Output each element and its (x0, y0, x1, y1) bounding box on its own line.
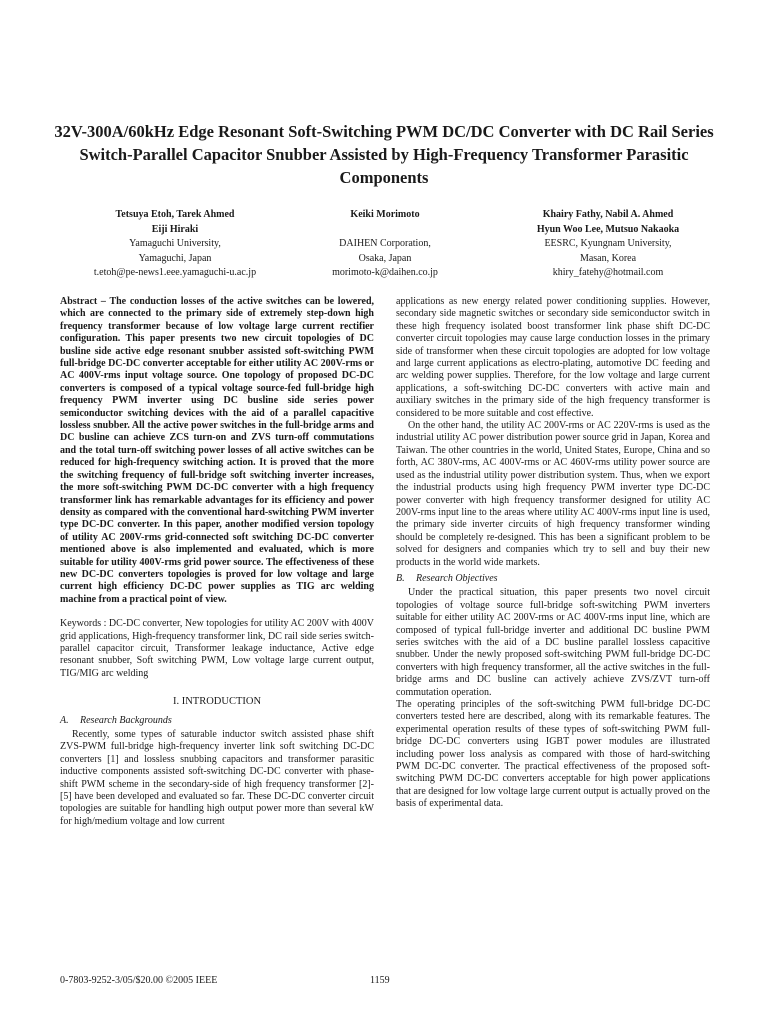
author-names: Khairy Fathy, Nabil A. Ahmed (542, 209, 674, 220)
subsection-title: Research Backgrounds (80, 714, 172, 726)
affiliation-line: Yamaguchi University, (129, 238, 221, 250)
subsection-letter: B. (396, 572, 405, 584)
affiliation-line: Yamaguchi, Japan (138, 252, 212, 264)
author-email: khiry_fatehy@hotmail.com (552, 267, 664, 279)
subsection-heading (60, 715, 374, 727)
author-names: Hyun Woo Lee, Mutsuo Nakaoka (536, 223, 680, 235)
copyright-footer: 0-7803-9252-3/05/$20.00 ©2005 IEEE (60, 975, 218, 986)
subsection-letter: A. (60, 714, 69, 726)
page-number: 1159 (370, 975, 390, 986)
paper-title: 32V-300A/60kHz Edge Resonant Soft-Switching PWM DC/DC Converter with DC Rail Series Switch-Parallel Capacitor Snubber Assisted by High-Frequency Transformer Parasitic Components (54, 122, 714, 187)
left-column (60, 296, 374, 828)
author-email: t.etoh@pe-news1.eee.yamaguchi-u.ac.jp (93, 267, 257, 279)
body-paragraph: Under the practical situation, this paper presents two novel circuit topologies of voltage source full-bridge soft-switching PWM inverters suitable for either utility AC 200V-rms or AC 400V-rms input line, which are composed of typical full-bridge inverter and additional DC busline PWM series switches with the aid of a DC busline parallel lossless capacitive snubber. Under the newly proposed soft-switching PWM full-bridge DC-DC converters with high frequency transformer, all the active switches in the full-bridge arms and DC busline can actively achieve ZVS/ZVT turn-off commutation operation. (396, 587, 710, 698)
affiliation-line: DAIHEN Corporation, (339, 238, 431, 250)
section-heading: I. INTRODUCTION (172, 696, 262, 708)
keywords: Keywords : DC-DC converter, New topologies for utility AC 200V with 400V grid applications, High-frequency transformer link, DC rail side series switch-parallel capacitor circuit, Transformer leakage inductance, Active edge resonant snubber, Soft switching PWM, Low voltage large current output, TIG/MIG arc welding (60, 618, 374, 679)
body-paragraph: Recently, some types of saturable inductor switch assisted phase shift ZVS-PWM full-bridge high-frequency inverter link soft switching DC-DC converters [1] and lossless snubbing capacitors and transformer parasitic inductive components assisted soft-switching DC-DC converter with phase-shift PWM scheme in the secondary-side of high frequency transformer [2]-[5] have been developed and evaluated so far. These DC-DC converter circuit topologies are suitable for handling high output power more than several kW for high/medium voltage and low current (60, 729, 374, 827)
affiliation-line (300, 223, 470, 238)
affiliation-line: EESRC, Kyungnam University, (544, 238, 672, 250)
author-group-yamaguchi (50, 208, 300, 281)
body-paragraph: On the other hand, the utility AC 200V-rms or AC 220V-rms is used as the industrial utility AC power distribution power source grid in Japan, Korea and Taiwan. The other countries in the world, United States, Europe, China and so forth, AC 380V-rms, AC 400V-rms or AC 460V-rms utility power source are used as the industrial utility power distribution system. Thus, when we export the industrial products using high frequency PWM inverter type DC-DC power converter with high frequency transformer designed for utility AC 200V-rms input line to the areas where utility AC 400V-rms input line is used, the primary side inverter circuits of high frequency transformer winding should be completely re-designed. This has been a significant problem to be solved for designers and companies which try to sell and buy their new products in the world wide markets. (396, 420, 710, 568)
author-names: Tetsuya Etoh, Tarek Ahmed (115, 209, 235, 220)
subsection-heading (396, 573, 710, 585)
body-paragraph: The operating principles of the soft-switching PWM full-bridge DC-DC converters tested here are described, along with its remarkable features. The experimental operation results of these types of soft-switching PWM full-bridge DC-DC converters using IGBT power modules are illustrated including power loss analysis as compared with those of hard-switching PWM DC-DC converter. The practical effectiveness of the proposed soft-switching PWM DC-DC converters acceptable for high power applications that are designed for low voltage large current output is actually proved on the basis of experimental data. (396, 699, 710, 810)
author-group-daihen (300, 208, 470, 281)
subsection-title: Research Objectives (416, 572, 498, 584)
abstract: Abstract – The conduction losses of the active switches can be lowered, which are connected to the primary side of extremely step-down high frequency transformer because of low voltage large current rectifier configuration. This paper presents two new circuit topologies of DC busline side active edge resonant snubber assisted soft-switching PWM full-bridge DC-DC converter acceptable for either utility AC 200V-rms or AC 400V-rms input voltage source. One topology of proposed DC-DC converters is composed of a typical voltage source-fed full-bridge high frequency PWM inverter using DC busline side series power semiconductor switching devices with the aid of a parallel capacitive lossless snubber. All the active power switches in the full-bridge arms and DC busline can achieve ZCS turn-on and ZVS turn-off commutations and the total turn-off switching power losses of all active switches can be reduced for high-frequency switching action. It is proved that the more the switching frequency of full-bridge soft switching inverter increases, the more soft-switching PWM DC-DC converter with a high frequency transformer link has remarkable advantages for its efficiency and power density as compared with the conventional hard-switching PWM inverter type DC-DC converter. In this paper, another modified version topology of utility AC 200V-rms grid-connected soft switching DC-DC converter mentioned above is also implemented and evaluated, which is more suitable for utility 400V-rms grid power source. The effectiveness of these new DC-DC converters topologies is proved for low voltage and large current high efficiency DC-DC power supplies as TIG arc welding machine from a practical point of view. (60, 296, 374, 605)
affiliation-line: Osaka, Japan (358, 252, 412, 264)
author-email: morimoto-k@daihen.co.jp (332, 267, 438, 279)
author-group-kyungnam (488, 208, 728, 281)
affiliation-line: Masan, Korea (579, 252, 637, 264)
author-names: Eiji Hiraki (151, 223, 199, 235)
body-paragraph: applications as new energy related power conditioning supplies. However, secondary side magnetic switches or secondary side semiconductor switch in these high frequency isolated boost transformer link phase shift DC-DC converter circuit topologies may cause large conduction losses in the primary side of transformer when these circuit topologies are adopted for low voltage and large current applications as electro-plating, automotive DC feeding and arc welding power supplies. Therefore, for the low voltage and large current applications, a soft-switching DC-DC converters with active main and auxiliary switches in the primary side of the high frequency transformer is considered to be more suitable and cost effective. (396, 296, 710, 419)
right-column (396, 296, 710, 811)
author-names: Keiki Morimoto (350, 209, 420, 220)
